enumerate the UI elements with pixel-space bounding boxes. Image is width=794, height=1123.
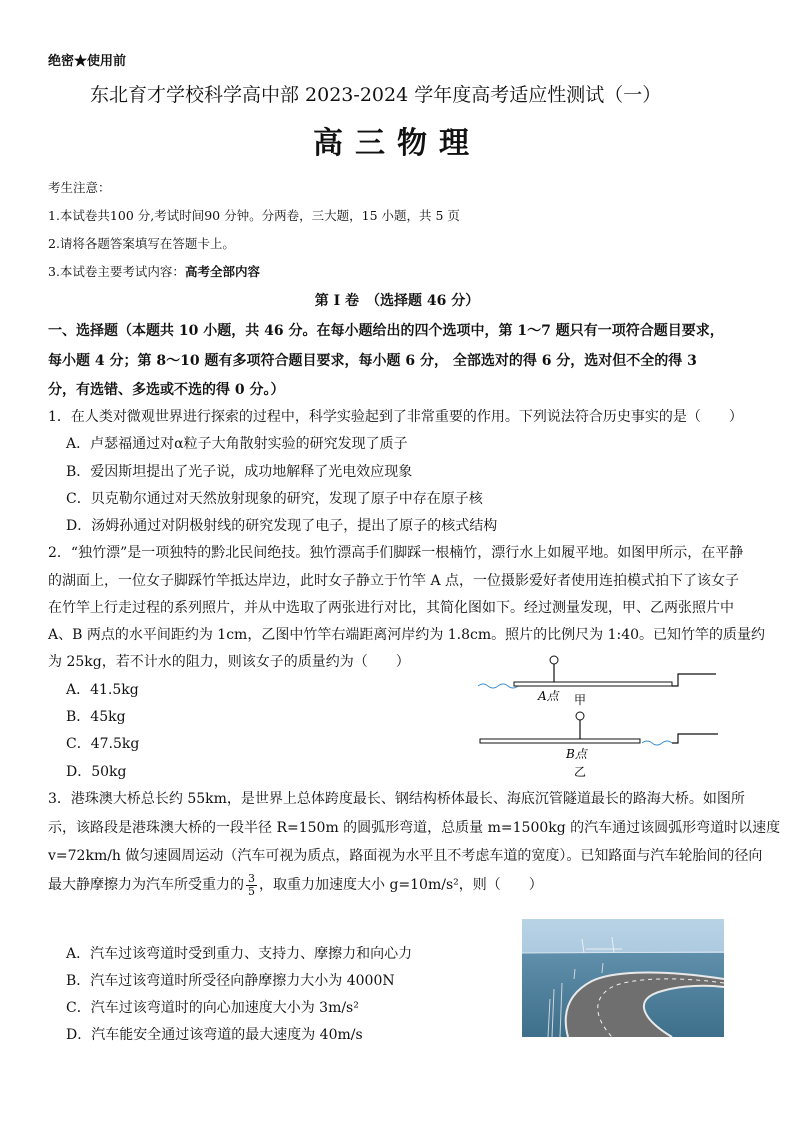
q2-line-4: A、B 两点的水平间距约为 1cm，乙图中竹竿右端距离河岸约为 1.8cm。照片的比例尺为 1:40。已知竹竿的质量约	[48, 627, 766, 643]
q3-line-2: 示，该路段是港珠澳大桥的一段半径 R=150m 的圆弧形弯道，总质量 m=1500kg 的汽车通过该圆弧形弯道时以速度	[48, 820, 781, 836]
figure-yi	[480, 712, 718, 779]
q3-line-4-before: 最大静摩擦力为汽车所受重力的	[48, 877, 244, 893]
notes-heading: 考生注意：	[48, 180, 111, 195]
q2-option-b: B．45kg	[66, 709, 126, 725]
water-wave-yi	[642, 741, 672, 745]
river-bank-yi	[672, 734, 718, 743]
river-bank-jia	[672, 674, 716, 686]
label-a-point: A点	[538, 689, 559, 703]
part1-line-3: 分，有选错、多选或不选的得 0 分。）	[48, 382, 285, 398]
q3-line-4	[48, 871, 543, 899]
q1-option-b: B．爱因斯坦提出了光子说，成功地解释了光电效应现象	[66, 464, 413, 480]
q3-option-d: D．汽车能安全通过该弯道的最大速度为 40m/s	[66, 1027, 363, 1043]
bamboo-figure	[470, 648, 730, 780]
subject-title: 高三物理	[313, 126, 481, 161]
q1-option-c: C．贝克勒尔通过对天然放射现象的研究，发现了原子中存在原子核	[66, 491, 483, 507]
note-item-3	[48, 262, 260, 280]
note-content-bold: 高考全部内容	[184, 264, 260, 279]
label-jia: 甲	[574, 693, 587, 707]
note-item-1: 1.本试卷共100 分,考试时间90 分钟。分两卷，三大题，15 小题，共 5 页	[48, 208, 460, 223]
note-item-3-text: 3.本试卷主要考试内容：	[48, 264, 185, 279]
q3-line-4-after: ，取重力加速度大小 g=10m/s²，则（ ）	[259, 877, 543, 893]
q1-option-a: A．卢瑟福通过对α粒子大角散射实验的研究发现了质子	[66, 436, 408, 452]
note-item-2: 2.请将各题答案填写在答题卡上。	[48, 236, 235, 251]
q3-option-b: B．汽车过该弯道时所受径向静摩擦力大小为 4000N	[66, 973, 395, 989]
q2-option-c: C．47.5kg	[66, 736, 140, 752]
label-yi: 乙	[574, 765, 587, 779]
q2-option-a: A．41.5kg	[66, 682, 139, 698]
water-wave-jia	[478, 684, 518, 688]
q1-stem: 1．在人类对微观世界进行探索的过程中，科学实验起到了非常重要的作用。下列说法符合历史事实的是（ ）	[48, 409, 743, 425]
bamboo-pole-yi	[480, 739, 640, 743]
woman-head-jia	[550, 656, 558, 664]
q3-option-a: A．汽车过该弯道时受到重力、支持力、摩擦力和向心力	[66, 946, 413, 962]
q2-option-d: D．50kg	[66, 764, 127, 780]
q1-option-d: D．汤姆孙通过对阴极射线的研究发现了电子，提出了原子的核式结构	[66, 518, 498, 534]
part1-line-2: 每小题 4 分；第 8～10 题有多项符合题目要求，每小题 6 分， 全部选对的得 6 分，选对但不全的得 3	[48, 353, 697, 369]
q3-option-c: C．汽车过该弯道时的向心加速度大小为 3m/s²	[66, 1000, 359, 1016]
bamboo-pole-jia	[514, 682, 672, 686]
q2-line-2: 的湖面上，一位女子脚踩竹竿抵达岸边，此时女子静立于竹竿 A 点，一位摄影爱好者使用连拍模式拍下了该女子	[48, 573, 740, 589]
label-b-point: B点	[566, 747, 587, 761]
exam-header: 东北育才学校科学高中部 2023-2024 学年度高考适应性测试（一）	[90, 84, 662, 106]
part1-line-1: 一、选择题（本题共 10 小题，共 46 分。在每小题给出的四个选项中，第 1～7 题只有一项符合题目要求，	[48, 323, 724, 339]
fraction-numerator: 3	[248, 871, 255, 885]
q2-line-1: 2．“独竹漂”是一项独特的黔北民间绝技。独竹漂高手们脚踩一根楠竹，漂行水上如履平地。如图甲所示，在平静	[48, 545, 744, 561]
q3-line-3: v=72km/h 做匀速圆周运动（汽车可视为质点，路面视为水平且不考虑车道的宽度）。已知路面与汽车轮胎间的径向	[48, 848, 763, 864]
bridge-photo	[522, 919, 724, 1037]
fraction-three-fifths	[246, 873, 257, 898]
q3-line-1: 3．港珠澳大桥总长约 55km，是世界上总体跨度最长、钢结构桥体最长、海底沉管隧道最长的路海大桥。如图所	[48, 791, 745, 807]
q2-line-3: 在竹竿上行走过程的系列照片，并从中选取了两张进行对比，其简化图如下。经过测量发现，甲、乙两张照片中	[48, 600, 734, 616]
fraction-denominator: 5	[248, 884, 255, 898]
confidential-label: 绝密★使用前	[48, 54, 127, 69]
q2-line-5: 为 25kg，若不计水的阻力，则该女子的质量约为（ ）	[48, 654, 410, 670]
figure-jia	[478, 656, 716, 707]
woman-head-yi	[576, 712, 584, 720]
section-title: 第 I 卷 （选择题 46 分）	[314, 293, 480, 309]
